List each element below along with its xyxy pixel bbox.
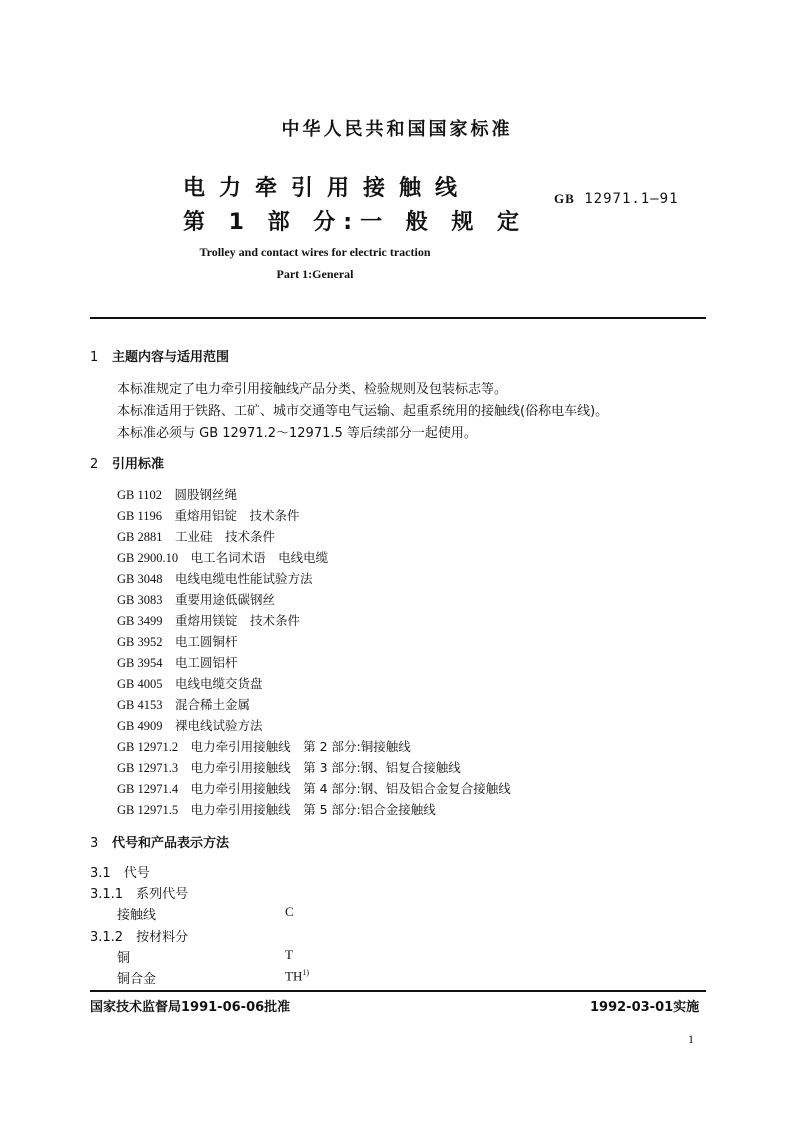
reference-code: GB 12971.4 [117,782,179,796]
standard-code: 12971.1—91 [584,191,679,207]
standard-number [554,191,679,207]
section-number: 3 [90,836,99,851]
title-line-2: 第 1 部 分:一 般 规 定 [183,210,528,235]
paragraph: 本标准规定了电力牵引用接触线产品分类、检验规则及包装标志等。 [117,382,508,397]
reference-item [117,548,328,566]
reference-code: GB 12971.5 [117,803,179,817]
subsection-title: 代号 [123,866,150,881]
footer-divider [90,990,706,992]
reference-title: 电线电缆交货盘 [175,676,263,691]
reference-item [117,590,275,608]
reference-title: 圆股钢丝绳 [174,487,238,502]
reference-code: GB 3954 [117,656,163,670]
reference-item [117,527,275,545]
subsection-3-1 [90,862,150,881]
reference-code: GB 2881 [117,530,163,544]
reference-title: 电工圆铜杆 [175,634,238,649]
reference-item [117,632,238,650]
material-code-text: TH [285,968,303,984]
reference-code: GB 12971.3 [117,761,179,775]
reference-code: GB 4153 [117,698,163,712]
reference-item [117,485,237,503]
reference-title: 电力牵引用接触线 第 3 部分:钢、铝复合接触线 [190,760,461,775]
section-title: 主题内容与适用范围 [112,350,230,365]
section-number: 1 [90,350,99,365]
reference-item [117,695,250,713]
reference-title: 电力牵引用接触线 第 2 部分:铜接触线 [190,739,411,754]
reference-item [117,674,263,692]
reference-code: GB 3083 [117,593,163,607]
subsection-3-1-1 [90,883,188,902]
reference-item [117,800,436,818]
reference-title: 重熔用镁锭 技术条件 [175,613,301,628]
section-number: 2 [90,457,99,472]
reference-title: 电工名词术语 电线电缆 [190,550,329,565]
reference-title: 重熔用铝锭 技术条件 [174,508,300,523]
english-title-line-1: Trolley and contact wires for electric traction [199,245,431,259]
reference-title: 电力牵引用接触线 第 5 部分:铝合金接触线 [190,802,436,817]
section-1-heading [90,346,229,365]
standard-prefix: GB [554,191,575,206]
reference-title: 重要用途低碳钢丝 [175,592,276,607]
reference-code: GB 1196 [117,509,163,523]
section-2-heading [90,453,164,472]
paragraph: 本标准适用于铁路、工矿、城市交通等电气运输、起重系统用的接触线(俗称电车线)。 [117,404,609,419]
reference-title: 电力牵引用接触线 第 4 部分:钢、铝及铝合金复合接触线 [190,781,511,796]
subsection-title: 系列代号 [136,887,189,902]
reference-title: 电工圆铝杆 [175,655,238,670]
reference-code: GB 3048 [117,572,163,586]
reference-code: GB 1102 [117,488,163,502]
subsection-number: 3.1.1 [90,887,124,902]
reference-item [117,569,313,587]
paragraph: 本标准必须与 GB 12971.2～12971.5 等后续部分一起使用。 [117,426,477,441]
reference-item [117,506,300,524]
reference-code: GB 12971.2 [117,740,179,754]
code-label: 接触线 [117,908,157,923]
reference-item [117,737,411,755]
reference-item [117,716,263,734]
material-code [285,968,309,984]
code-value: C [285,904,294,919]
subsection-number: 3.1 [90,866,111,881]
header-divider [90,317,706,319]
section-3-heading [90,832,229,851]
reference-item [117,653,238,671]
title-line-1: 电力牵引用接触线 [183,176,472,201]
reference-code: GB 4005 [117,677,163,691]
reference-code: GB 3499 [117,614,163,628]
subsection-title: 按材料分 [136,930,189,945]
material-code: T [285,947,293,962]
reference-item [117,758,461,776]
material-label: 铜合金 [117,972,157,987]
issuing-header: 中华人民共和国国家标准 [281,119,513,140]
reference-title: 混合稀土金属 [175,697,251,712]
footnote-marker: 1) [302,968,310,977]
material-label: 铜 [117,951,131,966]
subsection-3-1-2 [90,926,188,945]
reference-item [117,611,300,629]
reference-code: GB 4909 [117,719,163,733]
section-title: 代号和产品表示方法 [112,836,230,851]
reference-code: GB 2900.10 [117,551,179,565]
reference-title: 电线电缆电性能试验方法 [175,571,313,586]
approval-line: 国家技术监督局1991-06-06批准 [90,1000,291,1015]
reference-item [117,779,511,797]
english-title-line-2: Part 1:General [276,267,354,281]
reference-title: 工业硅 技术条件 [175,529,276,544]
reference-code: GB 3952 [117,635,163,649]
section-title: 引用标准 [112,457,165,472]
subsection-number: 3.1.2 [90,930,124,945]
effective-date-line: 1992-03-01实施 [590,1000,700,1015]
reference-title: 裸电线试验方法 [175,718,263,733]
page-number: 1 [688,1032,694,1046]
